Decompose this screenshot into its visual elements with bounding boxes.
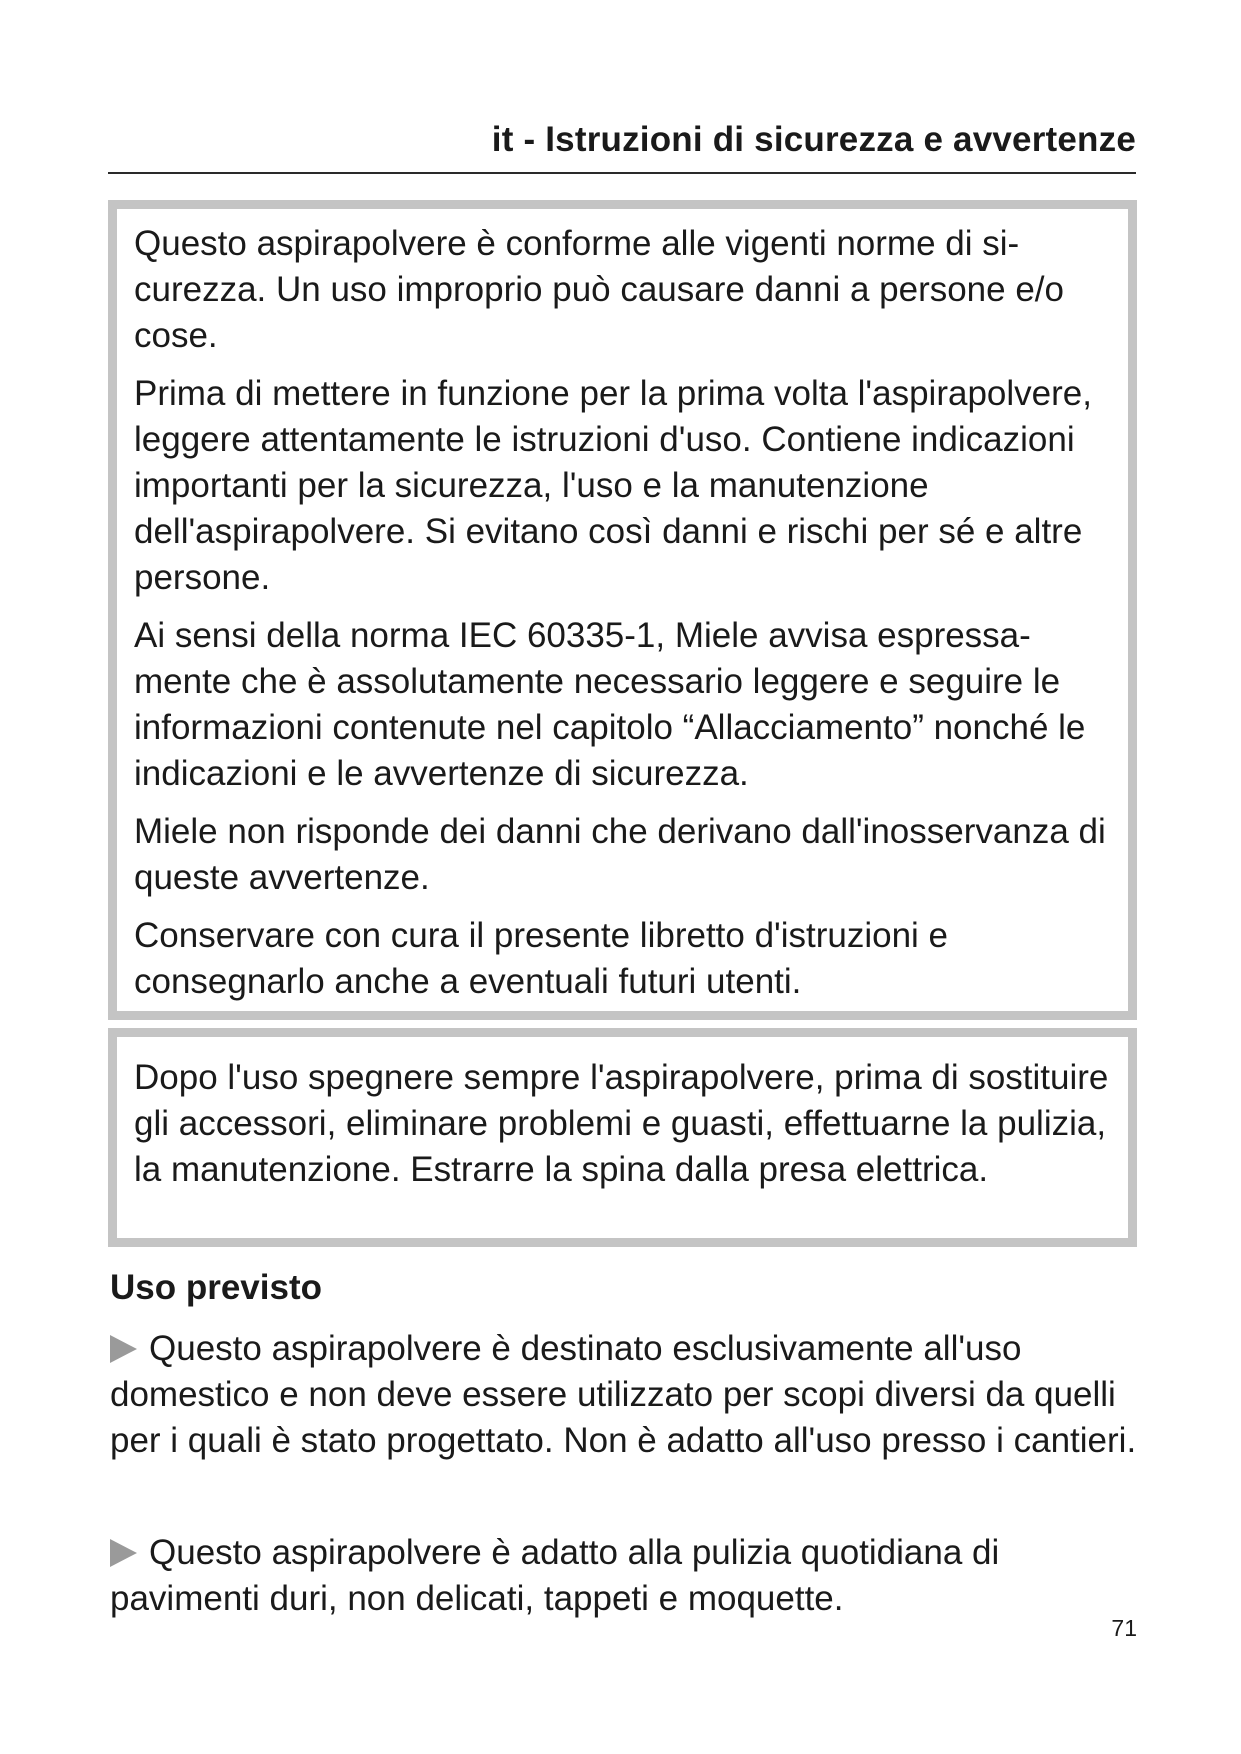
safety-warning-box	[108, 200, 1137, 1020]
section-title: Uso previsto	[110, 1268, 322, 1307]
usage-item	[110, 1326, 1140, 1464]
warning-paragraph: Conservare con cura il presente libretto d'istruzioni e consegnarlo anche a eventuali futuri utenti.	[134, 916, 949, 1001]
header-title: it - Istruzioni di sicurezza e avvertenze	[491, 120, 1136, 159]
page-header	[108, 118, 1136, 174]
warning-paragraph: Questo aspirapolvere è conforme alle vigenti norme di sicurezza. Un uso improprio può causare danni a persone e/o cose.	[134, 224, 1064, 355]
usage-item	[110, 1530, 1140, 1622]
arrow-right-icon	[110, 1539, 137, 1567]
unplug-notice-box	[108, 1028, 1137, 1247]
warning-paragraph: Ai sensi della norma IEC 60335-1, Miele avvisa espressamente che è assolutamente necessario leggere e seguire le informazioni contenute nel capitolo “Allacciamento” nonché le indicazioni e le avvertenze di sicurezza.	[134, 616, 1086, 793]
usage-item-text: Questo aspirapolvere è destinato esclusivamente all'uso domestico e non deve essere utilizzato per scopi diversi da quelli per i quali è stato progettato. Non è adatto all'uso presso i cantieri.	[110, 1329, 1137, 1460]
warning-paragraph: Prima di mettere in funzione per la prima volta l'aspirapolvere, leggere attentamente le istruzioni d'uso. Contiene indicazioni importanti per la sicurezza, l'uso e la manutenzione dell'aspirapolvere. Si evitano così danni e rischi per sé e altre persone.	[134, 374, 1092, 597]
arrow-right-icon	[110, 1335, 137, 1363]
warning-paragraph: Miele non risponde dei danni che derivano dall'inosservanza di queste avvertenze.	[134, 812, 1106, 897]
page-number: 71	[1111, 1615, 1137, 1641]
usage-item-text: Questo aspirapolvere è adatto alla pulizia quotidiana di pavimenti duri, non delicati, tappeti e moquette.	[110, 1533, 1000, 1618]
notice-paragraph: Dopo l'uso spegnere sempre l'aspirapolvere, prima di sostituire gli accessori, eliminare problemi e guasti, effettuarne la pulizia, la manutenzione. Estrarre la spina dalla presa elettrica.	[134, 1058, 1109, 1189]
